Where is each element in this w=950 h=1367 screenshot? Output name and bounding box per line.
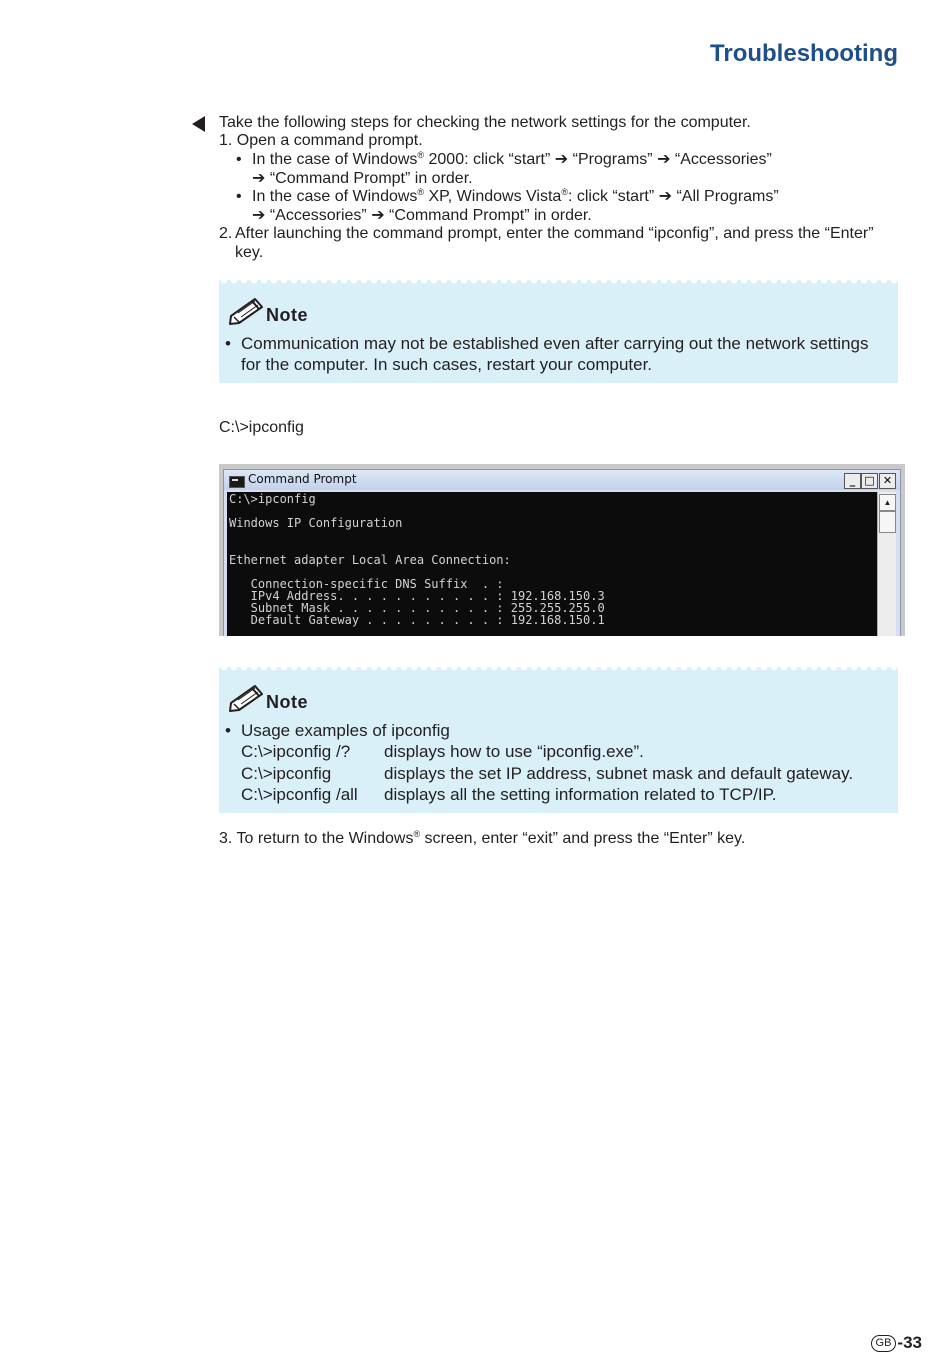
page-header-title: Troubleshooting (710, 40, 898, 67)
close-button[interactable]: ✕ (879, 473, 896, 489)
bullet-text (252, 188, 779, 205)
step-3-part: 3. To return to the Windows (219, 830, 414, 847)
pencil-note-icon (228, 683, 266, 713)
bullet-text-part: In the case of Windows (252, 188, 418, 205)
note-box-1 (219, 280, 898, 383)
note-1-line-2: for the computer. In such cases, restart your computer. (241, 355, 653, 374)
registered-mark: ® (413, 829, 421, 839)
bullet-text-continuation: ➔ “Command Prompt” in order. (252, 169, 473, 187)
console-line: Windows IP Configuration (229, 516, 403, 530)
window-frame (223, 469, 901, 636)
minimize-button[interactable]: _ (844, 473, 861, 489)
console-line: IPv4 Address. . . . . . . . . . . : 192.168.150.3 (229, 589, 605, 603)
step-2-number: 2. (219, 225, 233, 242)
section-marker-triangle-icon (192, 116, 205, 132)
bullet-text-continuation: ➔ “Accessories” ➔ “Command Prompt” in order. (252, 206, 592, 224)
registered-mark: ® (417, 150, 425, 160)
page-footer (871, 1333, 922, 1353)
vertical-scrollbar[interactable] (877, 492, 896, 636)
bullet-text-part: 2000: click “start” ➔ “Programs” ➔ “Accessories” (424, 151, 772, 168)
registered-mark: ® (417, 187, 425, 197)
console-line: C:\>ipconfig (229, 492, 316, 506)
intro-text: Take the following steps for checking the network settings for the computer. (219, 114, 751, 131)
console-output[interactable] (227, 492, 877, 636)
registered-mark: ® (561, 187, 568, 197)
example-command: C:\>ipconfig (241, 764, 332, 783)
note-2-line-1 (225, 720, 450, 741)
bullet-text-part: XP, Windows Vista (424, 188, 562, 205)
step-1-text: 1. Open a command prompt. (219, 132, 423, 149)
step-2-body: After launching the command prompt, enter the command “ipconfig”, and press the “Enter” key. (235, 225, 874, 261)
bullet-dot: • (225, 721, 231, 740)
bullet-text-part: : click “start” ➔ “All Programs” (567, 188, 779, 205)
bullet-text (252, 151, 772, 168)
pencil-note-icon (228, 296, 266, 326)
bullet-dot: • (236, 188, 242, 205)
console-app-icon (229, 476, 245, 488)
step-1-bullet-windows-2000 (236, 150, 772, 188)
window-title: Command Prompt (248, 472, 357, 486)
example-description: displays how to use “ipconfig.exe”. (384, 742, 644, 761)
bullet-dot: • (236, 151, 242, 168)
bullet-dot: • (225, 334, 231, 353)
note-scallop-edge (219, 667, 898, 675)
step-3-part: screen, enter “exit” and press the “Enter” key. (420, 830, 746, 847)
window-titlebar[interactable] (224, 470, 900, 490)
note-text: Communication may not be established even after carrying out the network settings (241, 334, 869, 353)
note-label: Note (266, 305, 308, 325)
console-line: Connection-specific DNS Suffix . : (229, 577, 504, 591)
console-line: Ethernet adapter Local Area Connection: (229, 553, 511, 567)
note-scallop-edge (219, 280, 898, 288)
scroll-thumb[interactable] (879, 511, 896, 533)
maximize-button[interactable]: □ (861, 473, 878, 489)
note-text: Usage examples of ipconfig (241, 721, 450, 740)
command-label: C:\>ipconfig (219, 419, 304, 436)
step-1-bullet-windows-xp-vista (236, 187, 779, 225)
console-line: Default Gateway . . . . . . . . . : 192.168.150.1 (229, 613, 605, 627)
example-description: displays all the setting information related to TCP/IP. (384, 785, 777, 804)
note-box-2 (219, 667, 898, 813)
bullet-text-part: In the case of Windows (252, 151, 418, 168)
page-number: -33 (897, 1333, 922, 1352)
command-prompt-window (219, 464, 905, 636)
scroll-up-arrow-icon[interactable]: ▲ (879, 494, 896, 511)
gb-language-badge: GB (871, 1335, 897, 1352)
example-command: C:\>ipconfig /? (241, 742, 351, 761)
step-2-text (219, 225, 899, 262)
note-1-line-1 (225, 333, 869, 354)
step-3-text (219, 830, 745, 849)
note-label: Note (266, 692, 308, 712)
example-description: displays the set IP address, subnet mask and default gateway. (384, 764, 854, 783)
example-command: C:\>ipconfig /all (241, 785, 358, 804)
console-line: Subnet Mask . . . . . . . . . . . : 255.255.255.0 (229, 601, 605, 615)
